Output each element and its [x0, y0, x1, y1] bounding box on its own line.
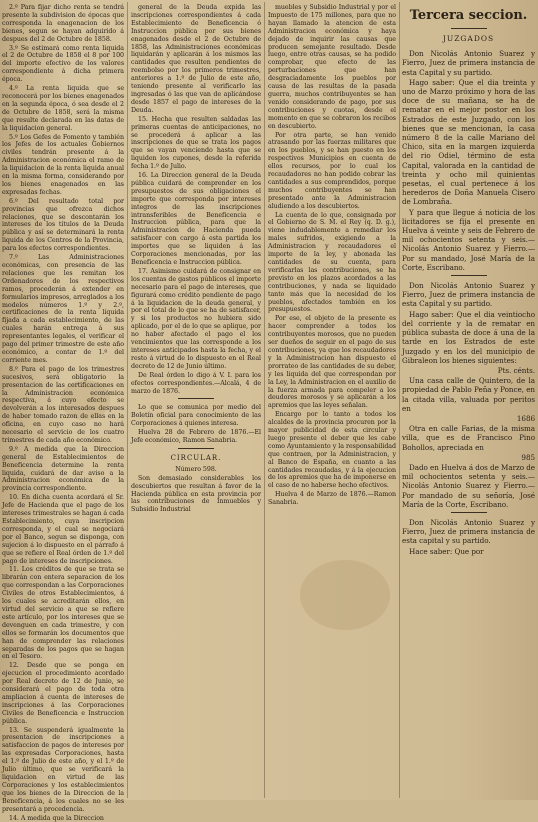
paragraph: 5.º Los Gefes de Fomento y también los Jefes de los actuales Gobiernos civiles tendrán presente á la Administracion económica el ramo de la liquidacion de la renta liquida anual en la misma forma, considerando por los bienes enagenados en las expresadas fechas. — [2, 133, 124, 196]
paragraph: La cuenta de lo que, consignada por el Gobierno de S. M. el Rey (q. D. g.), viene indudablemente a remediar los males sufridos, exigiendo a la Administracion y recaudadores el importe de la ley, y abonada las cantidades de su cuenta, para verificarlas las contribuciones, se ha previsto en los plazos acordados a las contribuciones, y nada se liquidado tanto más que la necesidad de los pueblos, afectados también en los presupuestos. — [268, 211, 396, 314]
subsection-title: JUZGADOS — [442, 34, 495, 43]
paragraph: 6.º Del resultado total por provincias que ofrezca dichos relaciones, que se descontarán los intereses de los títulos de la Deuda pública y así se determinará la renta liquida de los Centros de la Provincia, para los efectos correspondientes. — [2, 197, 124, 253]
paragraph: Encargo por lo tanto a todos los alcaldes de la provincia procuren por la mayor publicidad de esta circular y luego presente el deber que les cabe como Ayuntamiento y la responsabilidad que contraen, por la Administracion, y al Banco de España, en cuanto a las cantidades recaudadas, y á la ejecucion de los apremios que ha de imponerse en el caso de no haberse hecho efectivos. — [268, 411, 396, 490]
short-rule — [451, 512, 487, 513]
paragraph: 16. La Direccion general de la Deuda pública cuidará de comprender en los presupuestos de sus obligaciones el importe que corresponda por intereses integros de las inscripciones intransferibles de Beneficencia e Instruccion pública, para que la Administracion de Hacienda pueda satisfacer con cargo á esta partida los importes que se liquiden á las Corporaciones mencionadas, por las Beneficencia e Instruccion pública. — [131, 172, 261, 266]
paragraph: 12. Desde que se ponga en ejecucion el procedimiento acordado por Real decreto de 12 de Junio, se considerará el pago de toda otra ampliacion á cuenta de intereses de inscripciones á las Corporaciones Civiles de Beneficencia e Instruccion pública. — [2, 662, 124, 725]
circular-text: Son demasiado considerables los descubiertos que resultan á favor de la Hacienda pública en esta provincia por las contribuciones de Inmuebles y Subsidio Industrial — [131, 474, 261, 514]
edict-header: Don Nicolás Antonio Suarez y Fierro, Juez de primera instancia de esta Capital y su partido. — [402, 49, 535, 77]
paragraph: muebles y Subsidio Industrial y por el Impuesto de 175 millones, para que no hayan llamado la atencion de esta Administracion económica y haya dejado de inquirir las causas que producen semejante resultado. Desde luego, entre otras causas, se ha podido comprobar, que efecto de las perturbaciones que han desgraciadamente los pueblos por causa de las resultas de la pasada guerra, muchos contribuyentes se han venido considerando de pago, por sus contribuciones y cuotas, desde el momento en que se cobraron los recibos en descubierto. — [268, 4, 396, 130]
paragraph: 13. Se suspenderá igualmente la presentacion de inscripciones a satisfaccion de pagos de intereses por las expresadas Corporaciones, hasta el 1.º de Julio de este año, y el 1.º de Julio último, que se verificará la liquidacion en virtud de las Corporaciones y los establecimientos que los bienes de la Direccion de la Beneficencia, á los cuales no se les presentará a procedencia. — [2, 726, 124, 813]
paragraph: 10. En dicha cuenta acordará el Sr. Jefe de Hacienda que el pago de los intereses trimestrales se hagan á cada Establecimiento, cuya inscripcion corresponda, y el cual se negociará por el Banco, segun se disponga, con sujecion á lo dispuesto en el párrafo á que se refiere el Real órden de 1.º del pago de intereses de inscripciones. — [2, 494, 124, 565]
paragraph: 17. Asimismo cuidará de consignar en los cuentas de gastos públicos el importe necesario para el pago de intereses, que figurará como crédito pendiente de pago á la liquidacion de la deuda general, y por el total de lo que se ha de satisfacer, y si los productos no hubiera sido aplicado, por el de lo que se aplique, por no haber afectado el pago el los vencimientos que las corresponde a los intereses anticipados hasta la fecha, y el resto á virtud de lo dispuesto en el Real decreto de 12 de Junio último. — [131, 267, 261, 370]
paragraph: Lo que se comunica por medio del Boletín oficial para conocimiento de las Corporaciones á quienes interesa. — [131, 404, 261, 428]
signature-line: Huelva 4 de Marzo de 1876.—Ramon Sanabria. — [268, 491, 396, 507]
paragraph: Por otra parte, se han venido atrasando por las fuerzas militares que en los pueblos, y se han puesto en los respectivos Municipios en cuenta de ellos recursos, por lo cual los recaudadores no han podido cobrar las cantidades a sus comprendidos, porque muchos contribuyentes se han presentado ante la Administracion aludiendo a los descubiertos. — [268, 131, 396, 210]
column-divider — [399, 2, 400, 798]
short-rule — [451, 275, 487, 276]
edict-close: Dado en Huelva á dos de Marzo de mil ochocientos setenta y seis.—Nicolás Antonio Suarez y Fierro.—Por mandado de su señoría, José María de la Corte, Escribano. — [402, 462, 535, 509]
edict-body: Hago saber: Que el dia treinta y uno de Marzo próximo y hora de las doce de su mañana, se ha de rematar en el mejor postor en los Estrados de este Juzgado, con los bienes que se mencionan, la casa número 8 de la calle Mariano del Chico, sita en la margen izquierda del rio Odiel, término de esta Capital, valorada en la cantidad de treinta y ocho mil quinientas pesetas, el cual pertenece á los herederos de Doña Manuela Cisero de Lombraña. — [402, 77, 535, 207]
circular-number: Número 598. — [175, 465, 217, 473]
column-2 — [131, 4, 261, 796]
paragraph: 15. Hecha que resulten saldadas las primeras cuentas de anticipaciones, no se procederá á aplicar a las inscripciones de que se trata los pagos que se vayan venciendo hasta que se liquiden los cupones, desde la referida fecha 1.º de Julio. — [131, 115, 261, 171]
column-divider — [127, 2, 128, 798]
column-4 — [402, 4, 535, 796]
paragraph: 3.º Se estimará como renta liquida el 2 de Octubre de 1858 el 8 por 100 del importe efectivo de los valores correspondiente á dicha primera época. — [2, 44, 124, 84]
short-rule — [178, 398, 214, 399]
edict-close: Y para que llegue á noticia de los licitadores se fija el presente en Huelva á veinte y seis de Febrero de mil ochocientos setenta y seis.—Nicolás Antonio Suarez y Fierro.—Por su mandado, José María de la Corte, Escribano. — [402, 207, 535, 272]
price-heading: Pts. cénts. — [497, 365, 535, 375]
column-1 — [2, 4, 124, 822]
short-rule — [178, 448, 214, 449]
paragraph: 8.º Para el pago de los trimestres sucesivos, será obligatorio la presentacion de las certificaciones en la Administracion económica respectiva, á cuyo efecto se devolverán a los interesados despues de haber tomado razon de ellas en la oficina, en cuyo caso no hará necesario el servicio de los cuatro trimestres de cada año económico. — [2, 365, 124, 444]
auction-item: Otra en calle Farias, de la misma villa, que es de Francisco Pino Bohollos, apreciada en — [402, 424, 535, 452]
circular-heading: CIRCULAR. — [170, 453, 222, 462]
paragraph: 9.º A medida que la Direccion general de Establecimientos de Beneficencia determine la renta liquida, cuidará de dar aviso a la Administracion económica de la provincia correspondiente. — [2, 445, 124, 493]
edict-header: Don Nicolás Antonio Suarez y Fierro, Juez de primera instancia de esta Capital y su partido. — [402, 281, 535, 309]
paragraph: 7.º Las Administraciones económicas, con presencia de las relaciones que les remitan los Ordenadores de los respectivos ramos, procederán á extender en formularios impresos, arreglados a los modelos números 1.º y 2.º, certificaciones de la renta líquida fijada a cada establecimiento, de las cuales harán entrega á sus representantes legales, el verificar el pago del primer trimestre de este año económico, a contar de 1.º del corriente mes. — [2, 254, 124, 364]
edict-body: Hago saber: Que el dia veintiocho del corriente y la de rematar en pública subasta de doce á una de la tarde en los Estrados de este Juzgado y en los del municipio de Gibraleon los bienes siguientes: — [402, 309, 535, 365]
paragraph: De Real órden lo digo á V. I. para los efectos correspondientes.—Alcalá, 4 de marzo de 1876. — [131, 371, 261, 395]
auction-price: 1686 — [516, 413, 535, 423]
auction-price: 985 — [521, 452, 535, 462]
column-divider — [264, 2, 265, 798]
paragraph: 14. A medida que la Direccion — [9, 814, 104, 822]
section-title: Tercera seccion. — [409, 8, 528, 23]
column-3 — [268, 4, 396, 796]
edict-body: Hace saber: Que por — [409, 546, 484, 556]
paragraph: 4.º La renta liquida que se reconocerá por los bienes enagenados en la segunda época, ó sea desde el 2 de Octubre de 1858, será la misma que resulte declarada en las datas de la liquidacion general. — [2, 85, 124, 132]
edict-header: Don Nicolás Antonio Suarez y Fierro, Juez de primera instancia de esta capital y su partido. — [402, 517, 535, 546]
paragraph: 2.º Para fijar dicho renta se tendrá presente la subdivision de épocas que corresponda la enagenacion de los bienes, segun se hayan adquirido á despues del 2 de Octubre de 1858. — [2, 4, 124, 43]
paragraph: 11. Los créditos de que se trata se librarán con entera separacion de los que correspondan a las Corporaciones Civiles de otros Establecimientos, á los cuales se acreditarán ellos, en virtud del servicio a que se refiere este artículo, por los intereses que se devenguen en cada trimestre, y con ellos se formarán los documentos que han de comprender las relaciones separadas de los pagos que se hagan en el Tesoro. — [2, 566, 124, 661]
signature-line: Huelva 28 de Febrero de 1876.—El Jefe económico, Ramon Sanabria. — [131, 429, 261, 445]
paragraph: general de la Deuda expida las inscripciones correspondientes á cada Establecimiento de Beneficencia ó Instruccion pública por sus bienes enagenados desde el 2 de Octubre de 1858, las Administraciones económicas liquidarán y aplicarán á los mismos las cantidades que resulten pendientes de reembolso por los primeros trimestres, anteriores a 1.º de Julio de este año, teniendo presente al verificarlo las ingresadas ó las que van de aplicándose desde 1857 el pago de intereses de la Deuda. — [131, 4, 261, 114]
auction-item: Una casa calle de Quintero, de la propiedad de Pablo Peña y Ponce, en la citada villa, valuada por peritos en — [402, 376, 535, 413]
paragraph: Por ese, el objeto de la presente es hacer comprender a todos los contribuyentes morosos, que no pueden ser dueños de seguir en el pago de sus contribuciones, ya que los recaudadores y la Administracion han dispuesto el prorrateo de las cantidades de su deber, y les liquida del que correspondan por la Ley, la Administracion en el auxilio de la fuerza armada para compeler a los deudores morosos y se aplicarán a los apremios que las leyes señalan. — [268, 315, 396, 410]
short-rule — [451, 28, 487, 29]
